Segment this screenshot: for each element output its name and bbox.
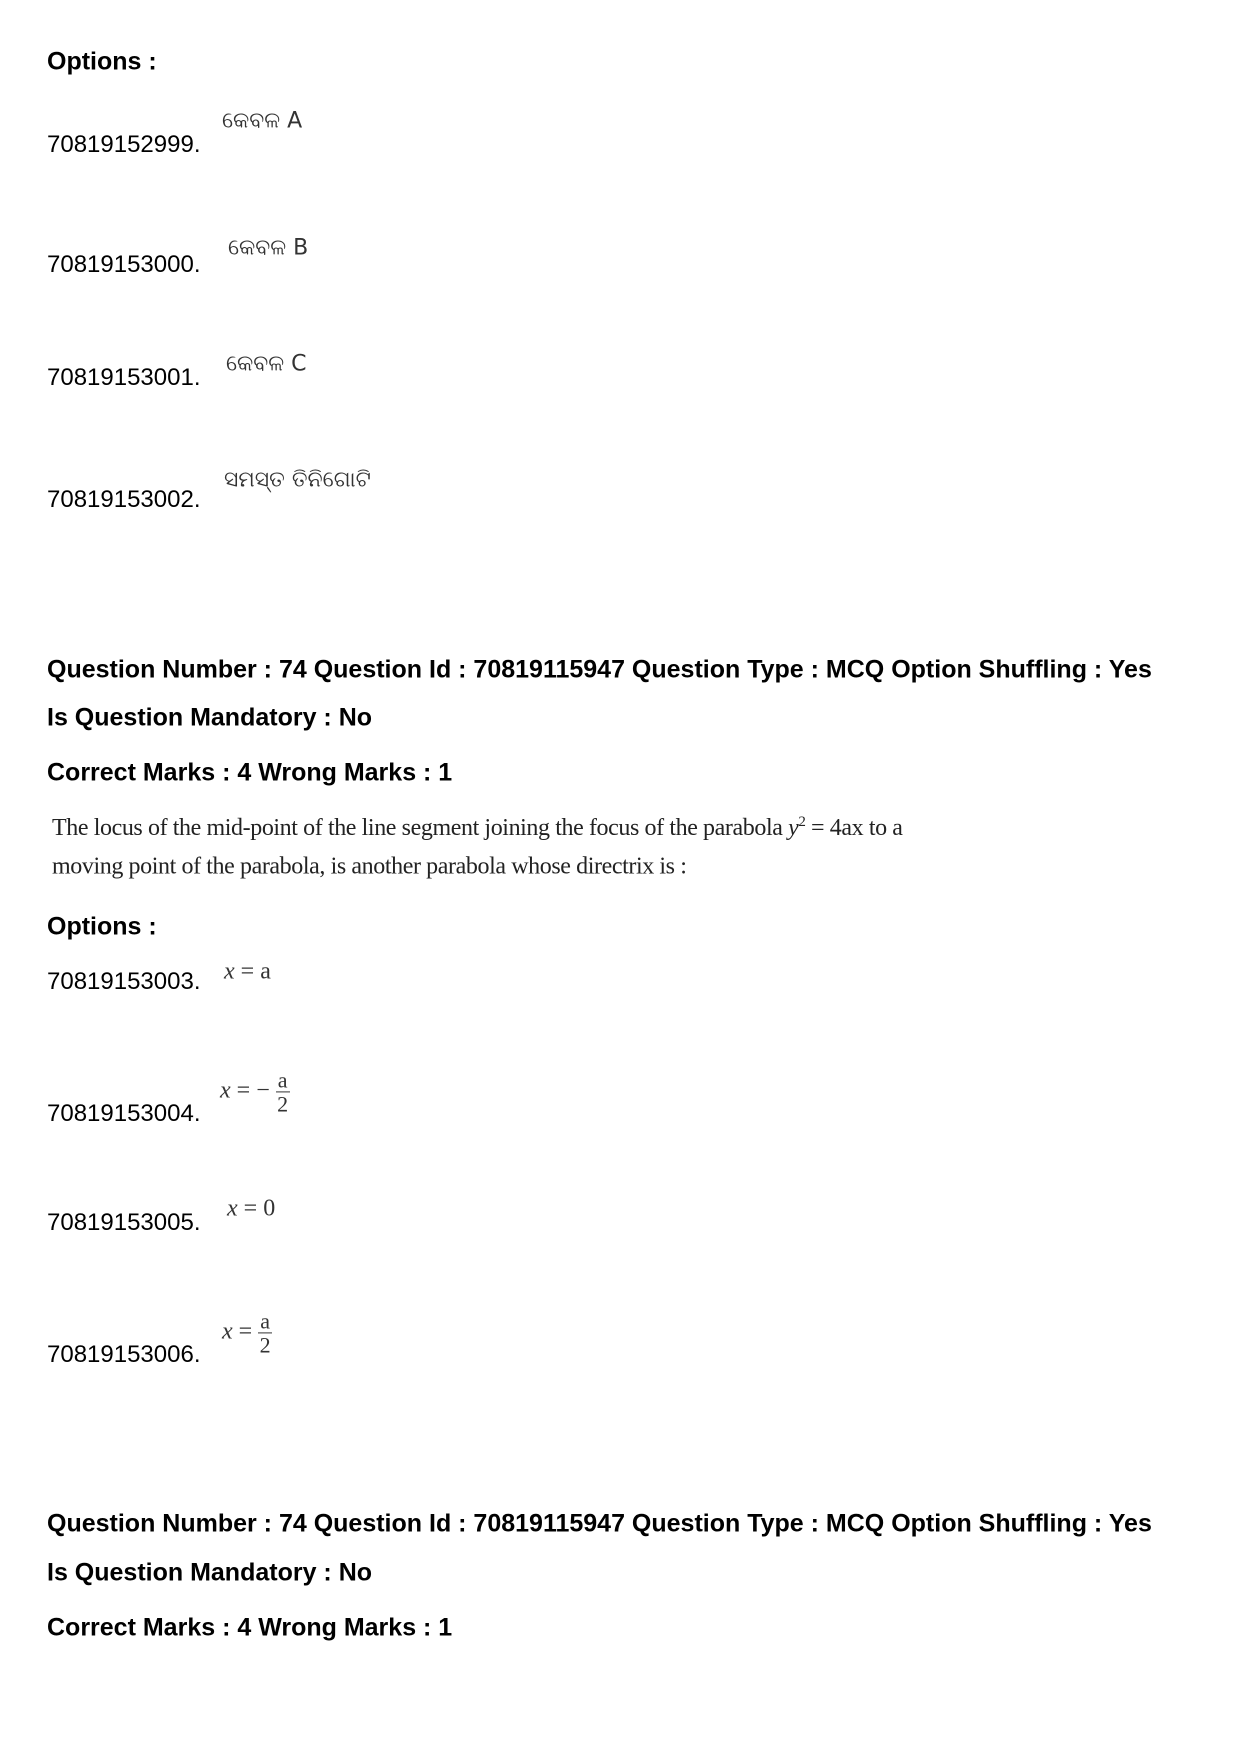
math-var: x bbox=[224, 958, 235, 985]
option-math bbox=[227, 1196, 275, 1223]
fraction bbox=[276, 1068, 290, 1115]
math-var: x bbox=[227, 1195, 238, 1222]
question-header: Question Number : 74 Question Id : 70819115947 Question Type : MCQ Option Shuffling : Yes bbox=[47, 1509, 1152, 1538]
question-text-line1 bbox=[52, 814, 903, 842]
question-marks: Correct Marks : 4 Wrong Marks : 1 bbox=[47, 758, 453, 787]
denominator: 2 bbox=[259, 1332, 271, 1358]
option-id: 70819153001. bbox=[47, 364, 201, 391]
numerator: a bbox=[277, 1067, 288, 1093]
option-id: 70819153006. bbox=[47, 1341, 201, 1368]
option-id: 70819152999. bbox=[47, 131, 201, 158]
question-text: The locus of the mid-point of the line segment joining the focus of the parabola bbox=[52, 815, 789, 841]
option-math bbox=[224, 959, 271, 986]
math-rhs: = 0 bbox=[237, 1195, 276, 1222]
question-mandatory: Is Question Mandatory : No bbox=[47, 1558, 373, 1587]
math-exponent: 2 bbox=[798, 814, 806, 830]
question-header: Question Number : 74 Question Id : 70819115947 Question Type : MCQ Option Shuffling : Yes bbox=[47, 655, 1152, 684]
math-var: x bbox=[220, 1077, 231, 1104]
option-id: 70819153000. bbox=[47, 251, 201, 278]
math-rhs: = a bbox=[234, 958, 271, 985]
option-text: କେବଳ B bbox=[228, 235, 309, 261]
math-rhs: = bbox=[232, 1318, 259, 1345]
numerator: a bbox=[260, 1308, 270, 1334]
math-var: x bbox=[222, 1318, 233, 1345]
math-var: y bbox=[788, 815, 799, 841]
options-label: Options : bbox=[47, 912, 157, 941]
option-text: ସମସ୍ତ ତିନିଗୋଟି bbox=[224, 467, 371, 493]
option-id: 70819153002. bbox=[47, 486, 201, 513]
option-id: 70819153003. bbox=[47, 968, 201, 995]
question-mandatory: Is Question Mandatory : No bbox=[47, 703, 373, 732]
question-text-line2: moving point of the parabola, is another parabola whose directrix is : bbox=[52, 853, 687, 880]
option-text: କେବଳ A bbox=[222, 108, 303, 134]
math-rhs: = − bbox=[230, 1077, 276, 1104]
question-marks: Correct Marks : 4 Wrong Marks : 1 bbox=[47, 1613, 453, 1642]
fraction bbox=[258, 1309, 272, 1356]
option-text: କେବଳ C bbox=[226, 351, 307, 377]
options-label: Options : bbox=[47, 47, 157, 76]
option-math bbox=[222, 1309, 272, 1356]
option-id: 70819153005. bbox=[47, 1209, 201, 1236]
question-text: = 4ax to a bbox=[805, 815, 903, 841]
denominator: 2 bbox=[277, 1091, 289, 1117]
option-math bbox=[220, 1068, 290, 1115]
option-id: 70819153004. bbox=[47, 1100, 201, 1127]
